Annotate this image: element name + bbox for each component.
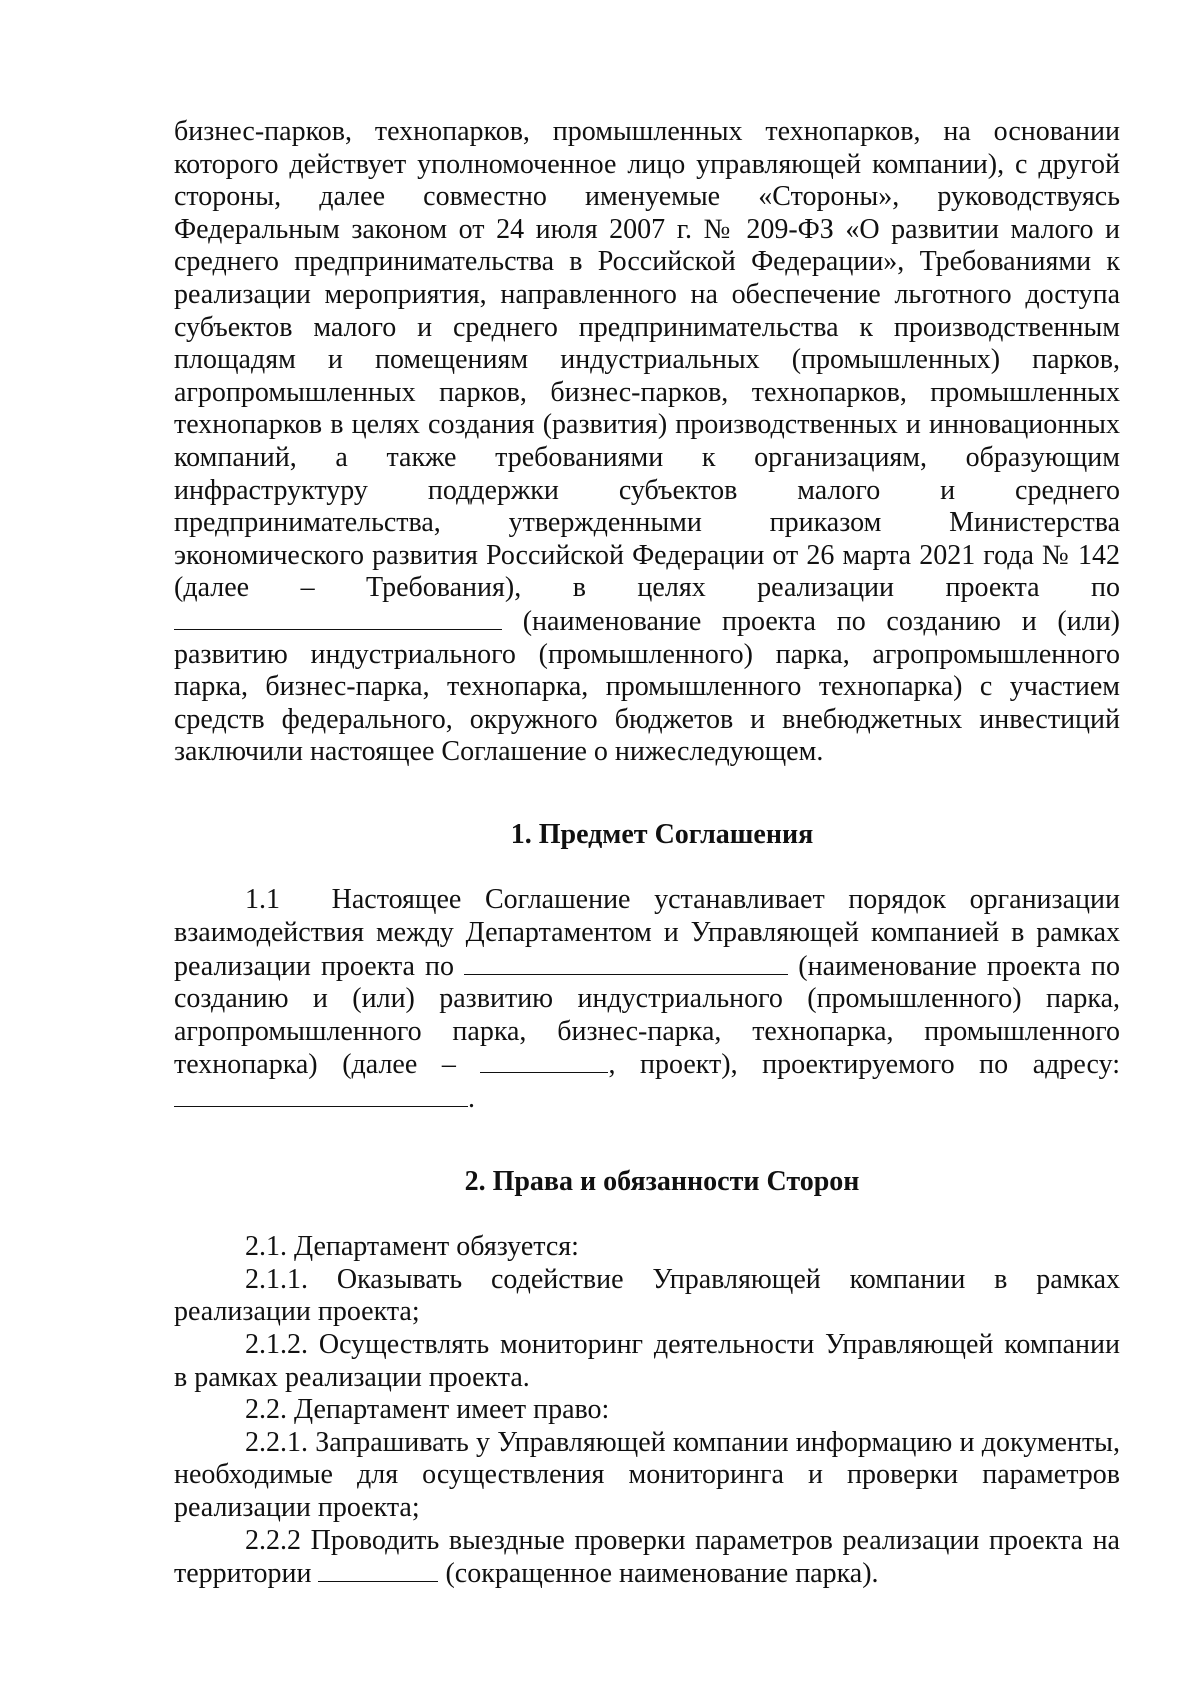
clause-2-2-2 [174, 1525, 1120, 1591]
clause-2-2-1: 2.2.1. Запрашивать у Управляющей компании информацию и документы, необходимые для осуществления мониторинга и проверки параметров реализации проекта; [174, 1426, 1120, 1523]
intro-text-part2: (наименование проекта по созданию и (или) развитию индустриального (промышленного) парка, агропромышленного парка, бизнес-парка, технопарка, промышленного технопарка) с участием средств федерального, окружного бюджетов и внебюджетных инвестиций заключили настоящее Соглашение о нижеследующем. [174, 605, 1121, 768]
clause-1-1 [174, 884, 1120, 1115]
clause-2-2-2-part2: (сокращенное наименование парка). [445, 1558, 879, 1590]
address-blank [174, 1082, 468, 1107]
intro-paragraph [174, 116, 1120, 769]
intro-text-part1: бизнес-парков, технопарков, промышленных технопарков, на основании которого действует уполномоченное лицо управляющей компании), с другой стороны, далее совместно именуемые «Стороны», руководствуясь Федеральным законом от 24 июля 2007 г. № 209-ФЗ «О развитии малого и среднего предпринимательства в Российской Федерации», Требованиями к реализации мероприятия, направленного на обеспечение льготного доступа субъектов малого и среднего предпринимательства к производственным площадям и помещениям индустриальных (промышленных) парков, агропромышленных парков, бизнес-парков, технопарков, промышленных технопарков в целях создания (развития) производственных и инновационных компаний, а также требованиями к организациям, образующим инфраструктуру поддержки субъектов малого и среднего предпринимательства, утвержденными приказом Министерства экономического развития Российской Федерации от 26 марта 2021 года № 142 (далее – Требования), в целях реализации проекта по [174, 116, 1120, 604]
park-name-blank [318, 1557, 438, 1582]
section-2-heading: 2. Права и обязанности Сторон [464, 1165, 860, 1197]
clause-2-1-1: 2.1.1. Оказывать содействие Управляющей компании в рамках реализации проекта; [174, 1263, 1120, 1328]
section-1-heading: 1. Предмет Соглашения [510, 818, 814, 850]
project-name-blank-2 [464, 950, 788, 975]
project-name-blank [174, 605, 502, 630]
clause-1-1-part4: . [468, 1083, 475, 1115]
clause-2-2-2-part1: 2.2.2 Проводить выездные проверки параметров реализации проекта на территории [174, 1524, 1120, 1590]
clause-2-1-2: 2.1.2. Осуществлять мониторинг деятельности Управляющей компании в рамках реализации проекта. [174, 1329, 1120, 1393]
clause-1-1-part3: , проект), проектируемого по адресу: [608, 1049, 1121, 1081]
clause-1-1-part1: 1.1 Настоящее Соглашение устанавливает порядок организации взаимодействия между Департаментом и Управляющей компанией в рамках реализации проекта по [174, 884, 1120, 982]
clause-1-1-part2: (наименование проекта по созданию и (или) развитию индустриального (промышленного) парка, агропромышленного парка, бизнес-парка, технопарка, промышленного технопарка) (далее – [174, 950, 1120, 1081]
short-name-blank [480, 1048, 608, 1073]
clause-2-1: 2.1. Департамент обязуется: [245, 1231, 579, 1263]
document-page [174, 116, 1120, 1591]
clause-2-2: 2.2. Департамент имеет право: [245, 1394, 610, 1426]
